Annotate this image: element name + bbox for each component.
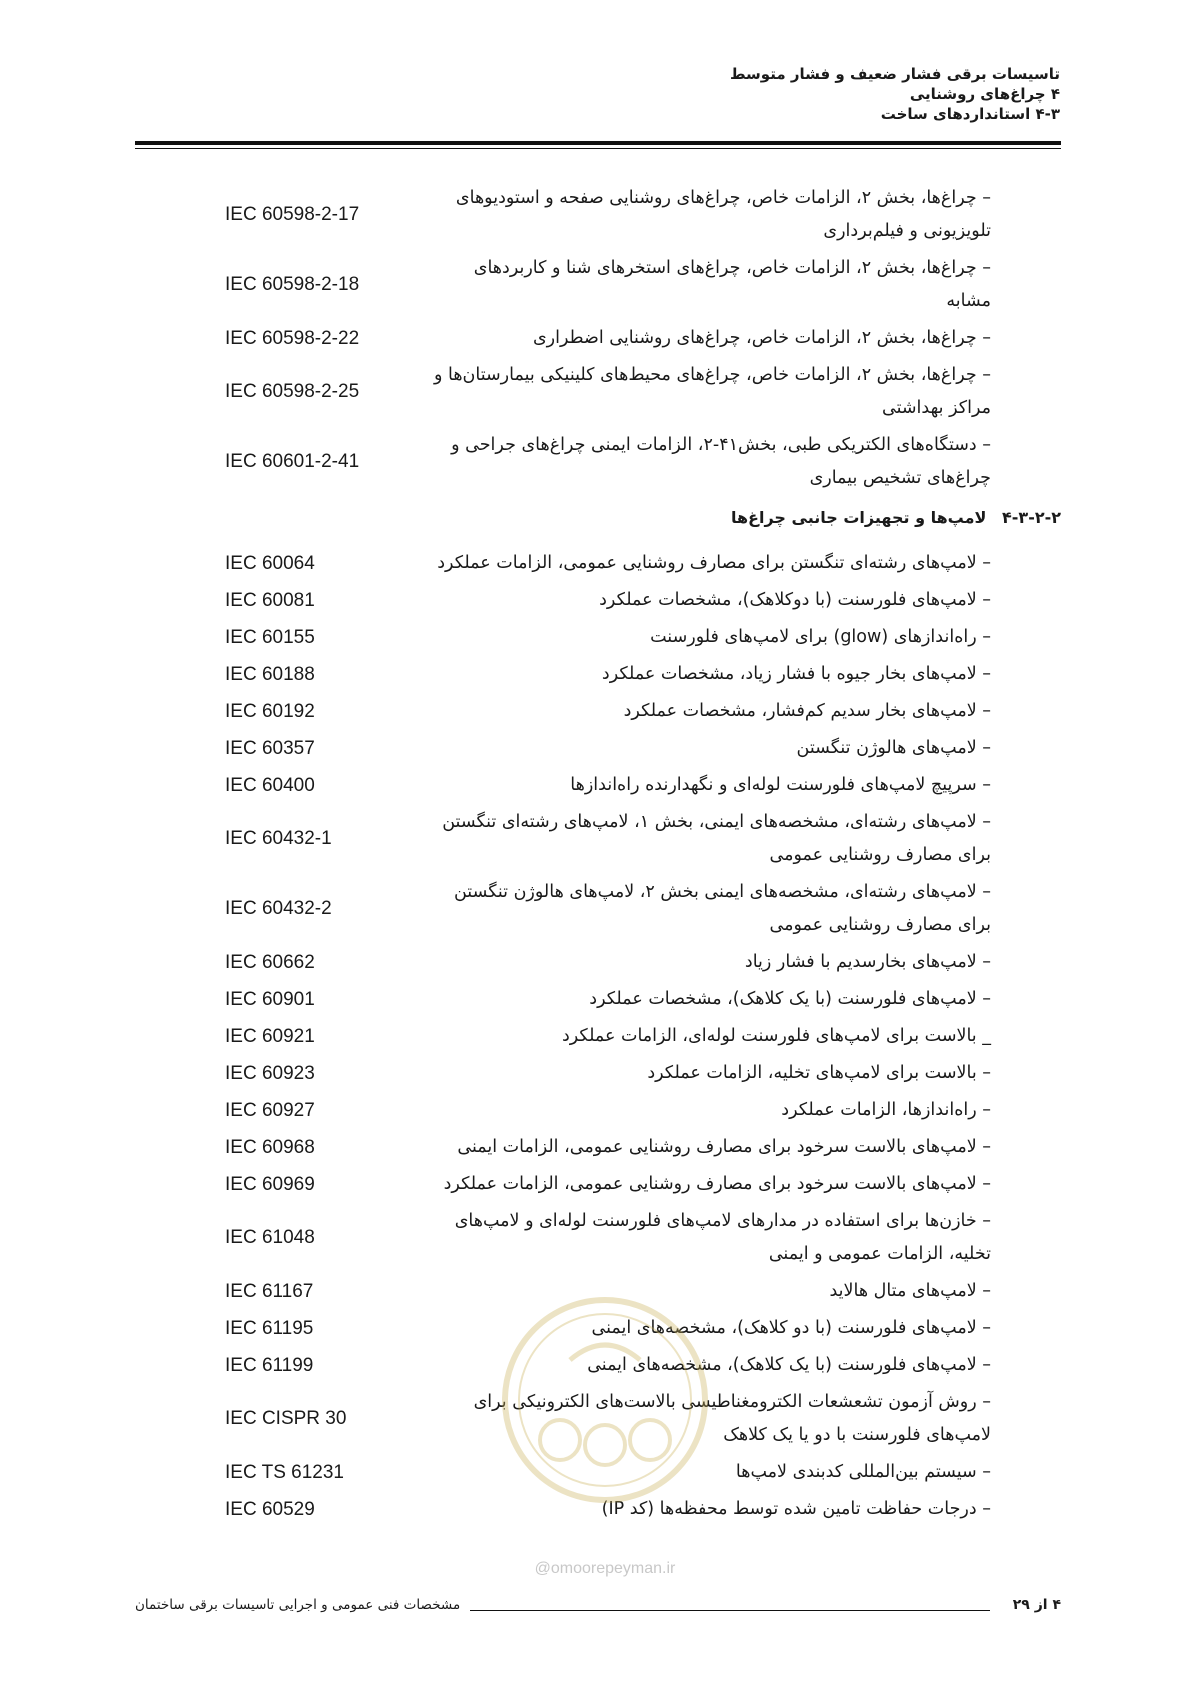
standard-code: IEC 61199 <box>225 1354 314 1376</box>
standard-code: IEC 60529 <box>225 1498 315 1520</box>
standard-row <box>135 584 1061 617</box>
standard-code: IEC 60598-2-18 <box>225 274 360 295</box>
standard-row <box>135 1131 1061 1164</box>
standard-code: IEC 60927 <box>225 1099 315 1121</box>
standard-row <box>135 252 1061 318</box>
header-divider-thick <box>135 141 1061 145</box>
standard-description: – چراغ‌ها، بخش ۲، الزامات خاص، چراغ‌های استخرهای شنا و کاربردهای مشابه <box>473 258 991 311</box>
header-divider-thin <box>135 148 1061 149</box>
standard-row <box>135 359 1061 425</box>
standard-row <box>135 806 1061 872</box>
standard-row <box>135 658 1061 691</box>
standard-row <box>135 876 1061 942</box>
standard-row <box>135 983 1061 1016</box>
standard-row <box>135 429 1061 495</box>
standard-code: IEC 60598-2-17 <box>225 204 360 225</box>
standard-description: – دستگاه‌های الکتریکی طبی، بخش۴۱-۲، الزامات ایمنی چراغ‌های جراحی و چراغ‌های تشخیص بیماری <box>451 435 991 488</box>
standard-code: IEC 60188 <box>225 663 315 685</box>
standard-code: IEC 60155 <box>225 626 315 648</box>
standard-description: – راه‌اندازها، الزامات عملکرد <box>781 1100 991 1120</box>
standard-code: IEC 60923 <box>225 1062 315 1084</box>
standard-code: IEC 61195 <box>225 1317 314 1339</box>
watermark-url: @omoorepeyman.ir <box>534 1560 676 1577</box>
standard-code: IEC 60432-1 <box>225 828 332 849</box>
standard-description: – چراغ‌ها، بخش ۲، الزامات خاص، چراغ‌های روشنایی صفحه و استودیوهای تلویزیونی و فیلم‌برداری <box>455 188 991 241</box>
standard-code: IEC 61048 <box>225 1227 315 1248</box>
standard-row <box>135 322 1061 355</box>
standard-description: – لامپ‌های رشته‌ای، مشخصه‌های ایمنی، بخش ۱، لامپ‌های رشته‌ای تنگستن برای مصارف روشنایی عمومی <box>442 812 991 865</box>
standard-description: – لامپ‌های متال هالاید <box>829 1281 991 1301</box>
header-line-3: ۴-۳ استانداردهای ساخت <box>880 105 1060 123</box>
standard-code: IEC TS 61231 <box>225 1461 345 1483</box>
standard-description: – سیستم بین‌المللی کدبندی لامپ‌ها <box>735 1462 991 1482</box>
standard-code: IEC 60969 <box>225 1173 315 1195</box>
standard-row <box>135 1094 1061 1127</box>
standard-code: IEC 60598-2-22 <box>225 327 360 349</box>
watermark-seal-icon <box>500 1290 710 1510</box>
standard-code: IEC 60400 <box>225 774 315 796</box>
footer-title: مشخصات فنی عمومی و اجرایی تاسیسات برقی ساختمان <box>135 1597 461 1613</box>
page-header <box>260 64 1060 124</box>
standard-code: IEC 60921 <box>225 1025 315 1047</box>
standard-description: – راه‌اندازهای (glow) برای لامپ‌های فلورسنت <box>650 627 991 647</box>
standard-code: IEC CISPR 30 <box>225 1408 347 1429</box>
standard-code: IEC 60901 <box>225 988 315 1010</box>
standard-row <box>135 1205 1061 1271</box>
section-title: لامپ‌ها و تجهیزات جانبی چراغ‌ها <box>730 508 987 527</box>
standard-description: – لامپ‌های فلورسنت (با یک کلاهک)، مشخصات عملکرد <box>589 989 991 1009</box>
standard-row <box>135 695 1061 728</box>
standard-code: IEC 60662 <box>225 951 315 973</box>
section-heading <box>135 503 1061 533</box>
standard-description: – چراغ‌ها، بخش ۲، الزامات خاص، چراغ‌های محیط‌های کلینیکی بیمارستان‌ها و مراکز بهداشتی <box>433 365 991 418</box>
standard-row <box>135 732 1061 765</box>
section-number: ۴-۳-۲-۲ <box>1002 508 1061 527</box>
standard-description: – لامپ‌های فلورسنت (با یک کلاهک)، مشخصه‌های ایمنی <box>587 1355 991 1375</box>
standard-code: IEC 60968 <box>225 1136 315 1158</box>
standard-code: IEC 60598-2-25 <box>225 381 360 402</box>
standard-code: IEC 60081 <box>225 589 315 611</box>
standard-description: – لامپ‌های فلورسنت (با دو کلاهک)، مشخصه‌های ایمنی <box>591 1318 991 1338</box>
standard-description: – خازن‌ها برای استفاده در مدارهای لامپ‌های فلورسنت لوله‌ای و لامپ‌های تخلیه، الزامات عمومی و ایمنی <box>454 1211 991 1264</box>
standard-description: – لامپ‌های بخار جیوه با فشار زیاد، مشخصات عملکرد <box>601 664 991 684</box>
standard-description: – سرپیچ لامپ‌های فلورسنت لوله‌ای و نگهدارنده راه‌اندازها <box>570 775 991 795</box>
standard-description: – روش آزمون تشعشعات الکترومغناطیسی بالاست‌های الکترونیکی برای لامپ‌های فلورسنت با دو یا یک کلاهک <box>473 1392 991 1445</box>
standard-row <box>135 182 1061 248</box>
standard-row <box>135 547 1061 580</box>
standard-row <box>135 769 1061 802</box>
standard-row <box>135 1020 1061 1053</box>
header-line-1: تاسیسات برقی فشار ضعیف و فشار متوسط <box>729 65 1060 83</box>
header-line-2: ۴ چراغ‌های روشنایی <box>909 85 1060 103</box>
standard-description: – لامپ‌های فلورسنت (با دوکلاهک)، مشخصات عملکرد <box>599 590 991 610</box>
standard-row <box>135 621 1061 654</box>
standard-description: – چراغ‌ها، بخش ۲، الزامات خاص، چراغ‌های روشنایی اضطراری <box>532 328 991 348</box>
standard-description: – لامپ‌های بالاست سرخود برای مصارف روشنایی عمومی، الزامات ایمنی <box>457 1137 991 1157</box>
standard-description: – لامپ‌های رشته‌ای، مشخصه‌های ایمنی بخش ۲، لامپ‌های هالوژن تنگستن برای مصارف روشنایی عمومی <box>453 882 991 935</box>
standard-description: – لامپ‌های بخارسدیم با فشار زیاد <box>744 952 991 972</box>
footer-divider <box>470 1610 990 1611</box>
standard-description: – لامپ‌های بالاست سرخود برای مصارف روشنایی عمومی، الزامات عملکرد <box>443 1174 991 1194</box>
standard-description: – لامپ‌های بخار سدیم کم‌فشار، مشخصات عملکرد <box>623 701 991 721</box>
standard-row <box>135 946 1061 979</box>
standard-row <box>135 1168 1061 1201</box>
page-number: ۴ از ۲۹ <box>1012 1597 1061 1613</box>
standard-description: – لامپ‌های هالوژن تنگستن <box>796 738 991 758</box>
standard-code: IEC 60601-2-41 <box>225 451 360 472</box>
standard-code: IEC 60064 <box>225 552 315 574</box>
standard-code: IEC 60192 <box>225 700 315 722</box>
standard-description: – درجات حفاظت تامین شده توسط محفظه‌ها (کد IP) <box>601 1499 991 1519</box>
standard-description: _ بالاست برای لامپ‌های فلورسنت لوله‌ای، الزامات عملکرد <box>561 1026 991 1046</box>
standard-code: IEC 61167 <box>225 1280 314 1302</box>
standard-description: – بالاست برای لامپ‌های تخلیه، الزامات عملکرد <box>647 1063 991 1083</box>
standard-row <box>135 1057 1061 1090</box>
standard-description: – لامپ‌های رشته‌ای تنگستن برای مصارف روشنایی عمومی، الزامات عملکرد <box>437 553 991 573</box>
standard-code: IEC 60357 <box>225 737 315 759</box>
standard-code: IEC 60432-2 <box>225 898 332 919</box>
